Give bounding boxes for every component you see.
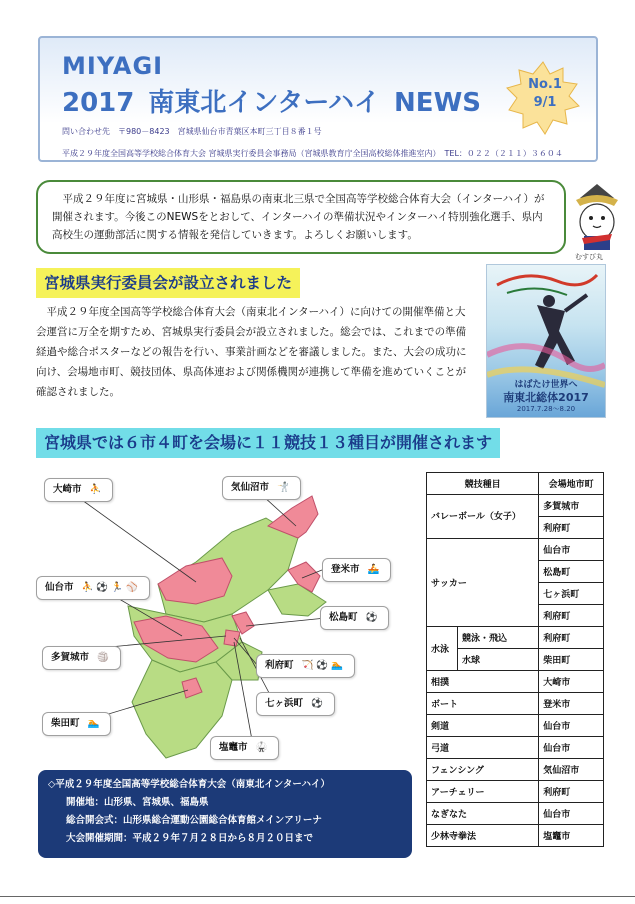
map-label-shiogama [210, 736, 279, 760]
table-event-volleyball: バレーボール（女子） [427, 495, 539, 539]
info-venue: 開催地：山形県、宮城県、福島県 [66, 797, 209, 808]
venue-map [36, 466, 422, 766]
map-label-sendai-name: 仙台市 [45, 582, 74, 593]
map-label-kesennuma [222, 476, 301, 500]
table-row [427, 803, 604, 825]
map-label-osaki-name: 大崎市 [53, 484, 82, 495]
table-venue: 利府町 [539, 781, 604, 803]
header-title-year: 2017 [62, 88, 135, 118]
events-venues-table [426, 472, 604, 847]
map-label-shiogama-name: 塩竈市 [219, 742, 248, 753]
table-venue: 仙台市 [539, 737, 604, 759]
map-label-shibata [42, 712, 111, 736]
info-title: ◇平成２９年度全国高等学校総合体育大会（南東北インターハイ） [48, 779, 330, 790]
soccer-icon: ⚽ [365, 612, 381, 623]
intro-box [36, 180, 566, 254]
map-label-tome-name: 登米市 [331, 564, 360, 575]
event-poster-image [486, 264, 606, 418]
table-row [427, 539, 604, 561]
table-venue: 多賀城市 [539, 495, 604, 517]
sendai-sports-icons: ⛹⚽🏃⚾ [81, 582, 141, 593]
table-event: 剣道 [427, 715, 539, 737]
table-event: 弓道 [427, 737, 539, 759]
poster-line2: 南東北総体2017 [503, 391, 589, 404]
map-label-osaki [44, 478, 113, 502]
table-venue: 七ヶ浜町 [539, 583, 604, 605]
table-row [427, 495, 604, 517]
table-venue: 仙台市 [539, 803, 604, 825]
table-row [427, 737, 604, 759]
poster-line1: はばたけ世界へ [514, 380, 578, 390]
table-row [427, 825, 604, 847]
header-title-name: 南東北インターハイ [148, 88, 381, 118]
map-label-shibata-name: 柴田町 [51, 718, 80, 729]
info-ceremony: 総合開会式：山形県総合運動公園総合体育館メインアリーナ [66, 815, 322, 826]
table-subevent: 水球 [458, 649, 539, 671]
table-venue: 登米市 [539, 693, 604, 715]
table-venue: 塩竈市 [539, 825, 604, 847]
table-event: なぎなた [427, 803, 539, 825]
intro-text: 平成２９年度に宮城県・山形県・福島県の南東北三県で全国高等学校総合体育大会（インターハイ）が開催されます。今後このNEWSをとおして、インターハイの準備状況やインターハイ特別強化選手、県内高校生の運動部活に関する情報を発信していきます。よろしくお願いします。 [52, 193, 545, 241]
table-subevent: 競泳・飛込 [458, 627, 539, 649]
header-title-miyagi: MIYAGI [62, 52, 164, 80]
section2-heading: 宮城県では６市４町を会場に１１競技１３種目が開催されます [36, 428, 500, 458]
map-label-tome [322, 558, 391, 582]
sumo-icon: ⛹ [89, 484, 105, 495]
map-label-tagajo-name: 多賀城市 [51, 652, 90, 663]
table-venue: 利府町 [539, 627, 604, 649]
table-row [427, 759, 604, 781]
map-label-shichigahama-name: 七ヶ浜町 [265, 698, 304, 709]
map-label-matsushima [320, 606, 389, 630]
map-label-tagajo [42, 646, 121, 670]
table-venue: 松島町 [539, 561, 604, 583]
shorinji-kempo-icon: 🥋 [255, 742, 271, 753]
table-venue: 気仙沼市 [539, 759, 604, 781]
table-venue: 利府町 [539, 605, 604, 627]
event-info-box [38, 770, 412, 858]
rowing-icon: 🚣 [367, 564, 383, 575]
table-header-venue: 会場地市町 [539, 473, 604, 495]
issue-date: 9/1 [533, 95, 557, 110]
table-row [427, 781, 604, 803]
contact-address: 問い合わせ先 〒980－8423 宮城県仙台市青葉区本町三丁目８番１号 [62, 127, 322, 136]
map-label-rifu [256, 654, 355, 678]
table-venue: 仙台市 [539, 715, 604, 737]
map-label-shichigahama [256, 692, 335, 716]
table-header-event: 競技種目 [427, 473, 539, 495]
mascot-label: むすび丸 [575, 253, 603, 261]
water-polo-icon: 🏊 [87, 718, 103, 729]
table-header-row [427, 473, 604, 495]
map-label-matsushima-name: 松島町 [329, 612, 358, 623]
table-row [427, 671, 604, 693]
table-row [427, 693, 604, 715]
table-event-swimming: 水泳 [427, 627, 458, 671]
table-event: アーチェリー [427, 781, 539, 803]
table-event: 少林寺拳法 [427, 825, 539, 847]
map-label-rifu-name: 利府町 [265, 660, 294, 671]
section1-text: 平成２９年度全国高等学校総合体育大会（南東北インターハイ）に向けての開催準備と大会運営に万全を期すため、宮城県実行委員会が設立されました。総会では、これまでの準備経過や総合ポスターなどの報告を行い、事業計画などを審議しました。また、大会の成功に向け、会場地市町、競技団体、県高体連および関係機関が連携して準備を進めていくことが確認されました。 [36, 306, 467, 398]
table-venue: 利府町 [539, 517, 604, 539]
table-event: 相撲 [427, 671, 539, 693]
table-row [427, 627, 604, 649]
issue-number: No.1 [528, 77, 562, 92]
soccer-icon: ⚽ [311, 698, 326, 709]
header-title-news: NEWS [394, 88, 481, 118]
map-label-sendai [36, 576, 150, 600]
fencing-icon: 🤺 [277, 482, 292, 493]
header-title-main [62, 82, 495, 119]
table-event: ボート [427, 693, 539, 715]
table-venue: 仙台市 [539, 539, 604, 561]
organizer-line: 平成２９年度全国高等学校総合体育大会 宮城県実行委員会事務局（宮城県教育庁全国高校総体推進室内） TEL：０２２（２１１）３６０４ [62, 149, 563, 158]
table-venue: 柴田町 [539, 649, 604, 671]
map-label-kesennuma-name: 気仙沼市 [231, 482, 270, 493]
poster-dates: 2017.7.28～8.20 [516, 405, 576, 413]
table-venue: 大崎市 [539, 671, 604, 693]
section1-heading: 宮城県実行委員会が設立されました [36, 268, 300, 298]
table-event-soccer: サッカー [427, 539, 539, 627]
table-event: フェンシング [427, 759, 539, 781]
rifu-sports-icons: 🏹⚽🏊 [301, 660, 347, 671]
page-bottom-rule [0, 896, 635, 897]
info-period: 大会開催期間：平成２９年７月２８日から８月２０日まで [66, 833, 314, 844]
volleyball-icon: 🏐 [97, 652, 112, 663]
section1-body [36, 302, 476, 402]
table-row [427, 715, 604, 737]
mascot-musubimaru-icon [566, 180, 628, 260]
